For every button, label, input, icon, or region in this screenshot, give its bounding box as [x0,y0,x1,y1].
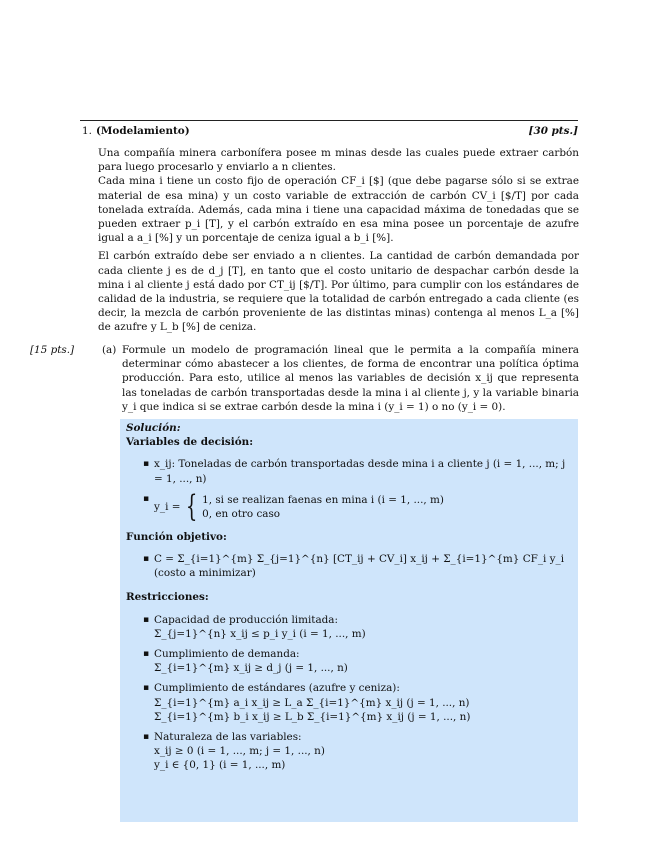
header-rule [80,120,578,121]
restriction-item [126,681,572,724]
restriction-item [126,730,572,773]
variables-list [126,457,572,524]
statement-paragraph [98,249,579,334]
objective-formula: C = Σ_{i=1}^{m} Σ_{j=1}^{n} [CT_ij + CV_i] x_ij + Σ_{i=1}^{m} CF_i y_i (costo a minimizar) [154,553,565,580]
variable-y-case-2: 0, en otro caso [202,507,281,520]
restriction-formula: Σ_{i=1}^{m} b_i x_ij ≥ L_b Σ_{i=1}^{m} x_ij (j = 1, ..., n) [154,710,471,723]
question-title: (Modelamiento) [96,125,190,137]
question-statement [98,146,579,339]
restriction-title: Cumplimiento de demanda: [154,648,300,661]
restriction-formula: Σ_{j=1}^{n} x_ij ≤ p_i y_i (i = 1, ..., m) [154,627,366,640]
restriction-title: Naturaleza de las variables: [154,731,302,744]
part-a-label: (a) [102,344,117,356]
objective-heading: Función objetivo: [126,530,227,543]
question-points: [30 pts.] [528,125,578,137]
restriction-formula: y_i ∈ {0, 1} (i = 1, ..., m) [154,759,286,772]
statement-paragraph [98,146,579,174]
part-a-points: [15 pts.] [30,344,75,356]
part-a-text: Formule un modelo de programación lineal que le permita a la compañía minera determinar cómo abastecer a los clientes, de forma de encontrar una política óptima producción. Para esto, utilice al menos las variables de decisión x_ij que representa las toneladas de carbón transportadas desde la mina i al cliente j, y la variable binaria y_i que indica si se extrae carbón desde la mina i (y_i = 1) o no (y_i = 0). [122,344,579,413]
variable-y [126,488,572,524]
statement-paragraph [98,174,579,245]
question-number: 1. [82,125,92,137]
objective-list [126,552,572,580]
restriction-item [126,647,572,675]
variables-heading: Variables de decisión: [126,436,254,449]
statement-text: Cada mina i tiene un costo fijo de operación CF_i [$] (que debe pagarse sólo si se extrae material de esa mina) y un costo variable de extracción de carbón CV_i [$/T] por cada tonelada extraída. Además, cada mina i tiene una capacidad máxima de tonedadas que se pueden extraer p_i [T], y el carbón extraído en esa mina posee un porcentaje de azufre igual a a_i [%] y un porcentaje de ceniza igual a b_i [%]. [98,175,579,245]
variable-y-case-1: 1, si se realizan faenas en mina i (i = 1, ..., m) [202,493,444,506]
restriction-formula: x_ij ≥ 0 (i = 1, ..., m; j = 1, ..., n) [154,745,325,758]
restriction-title: Capacidad de producción limitada: [154,613,339,626]
restriction-title: Cumplimiento de estándares (azufre y ceniza): [154,682,400,695]
restriction-formula: Σ_{i=1}^{m} a_i x_ij ≥ L_a Σ_{i=1}^{m} x_ij (j = 1, ..., n) [154,696,470,709]
restrictions-heading: Restricciones: [126,591,209,604]
variable-y-label: y_i = [154,500,181,513]
restriction-formula: Σ_{i=1}^{m} x_ij ≥ d_j (j = 1, ..., n) [154,662,348,675]
variable-y-cases [202,493,444,521]
question-header [82,124,578,140]
statement-text: El carbón extraído debe ser enviado a n clientes. La cantidad de carbón demandada por cada cliente j es de d_j [T], en tanto que el costo unitario de despachar carbón desde la mina i al cliente j está dado por CT_ij [$/T]. Por último, para cumplir con los estándares de calidad de la industria, se requiere que la totalidad de carbón entregado a cada cliente (es decir, la mezcla de carbón proveniente de las distintas minas) contenga al menos L_a [%] de azufre y L_b [%] de ceniza. [98,250,579,334]
solution-box [120,419,578,822]
restriction-item [126,613,572,641]
objective-item [126,552,572,580]
variable-x-text: x_ij: Toneladas de carbón transportadas desde mina i a cliente j (i = 1, ..., m; j = 1, ..., n) [154,458,566,485]
statement-text: Una compañía minera carbonífera posee m minas desde las cuales puede extraer carbón para luego procesarlo y enviarlo a n clientes. [98,147,579,174]
solution-title: Solución: [126,422,181,434]
left-brace: { [185,488,197,524]
restrictions-list [126,613,572,773]
variable-x [126,457,572,485]
